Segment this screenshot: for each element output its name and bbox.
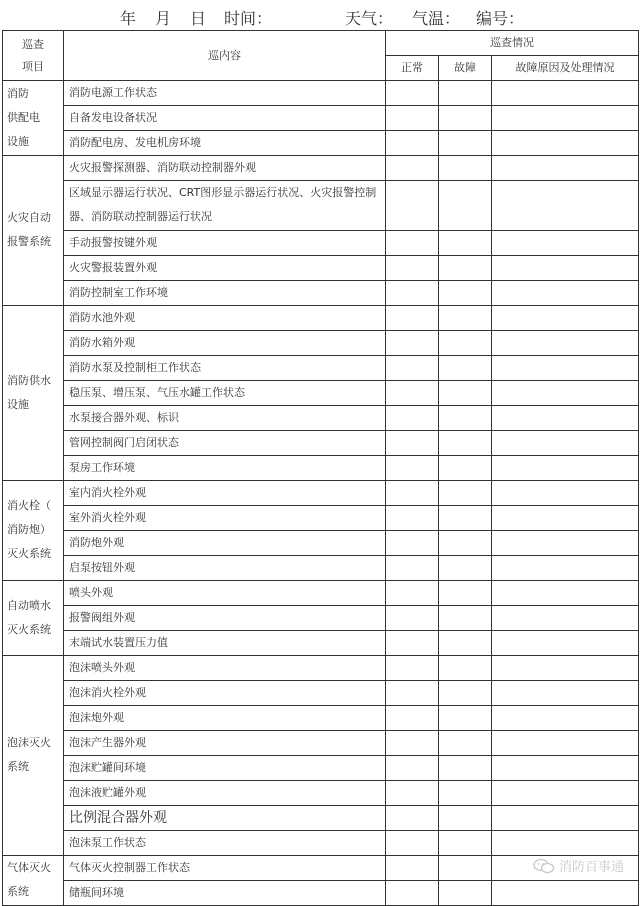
category-cell (3, 580, 64, 655)
cause-cell[interactable] (492, 805, 639, 830)
normal-cell[interactable] (386, 380, 439, 405)
table-row (3, 780, 639, 805)
normal-cell[interactable] (386, 230, 439, 255)
temperature-label: 气温： (412, 9, 461, 28)
normal-cell[interactable] (386, 705, 439, 730)
table-row (3, 605, 639, 630)
inspection-item: 手动报警按键外观 (64, 230, 386, 255)
fault-cell[interactable] (439, 181, 492, 231)
fault-cell[interactable] (439, 555, 492, 580)
inspection-item: 消防控制室工作环境 (64, 280, 386, 305)
weather-label: 天气： (345, 9, 394, 28)
table-row (3, 880, 639, 905)
cause-cell[interactable] (492, 181, 639, 231)
cause-cell[interactable] (492, 730, 639, 755)
table-row (3, 480, 639, 505)
fault-cell[interactable] (439, 380, 492, 405)
normal-cell[interactable] (386, 156, 439, 181)
table-row (3, 131, 639, 156)
inspection-item: 火灾警报装置外观 (64, 255, 386, 280)
category-label: 供配电 (7, 111, 40, 124)
category-label: 火灾自动 (7, 211, 51, 225)
inspection-item: 报警阀组外观 (64, 605, 386, 630)
wechat-icon (533, 858, 555, 874)
status-header: 巡查情况 (386, 31, 639, 56)
normal-cell[interactable] (386, 255, 439, 280)
normal-cell[interactable] (386, 330, 439, 355)
normal-cell[interactable] (386, 455, 439, 480)
inspection-item: 管网控制阀门启闭状态 (64, 430, 386, 455)
normal-cell[interactable] (386, 755, 439, 780)
cause-cell[interactable] (492, 355, 639, 380)
category-label: 消防 (7, 87, 29, 100)
cause-cell[interactable] (492, 880, 639, 905)
inspection-table (2, 30, 639, 906)
table-row (3, 530, 639, 555)
cause-cell[interactable] (492, 455, 639, 480)
cause-cell[interactable] (492, 755, 639, 780)
category-cell (3, 855, 64, 905)
inspection-item: 稳压泵、增压泵、气压水罐工作状态 (64, 380, 386, 405)
category-cell (3, 305, 64, 480)
cause-cell[interactable] (492, 655, 639, 680)
normal-cell[interactable] (386, 880, 439, 905)
table-row (3, 81, 639, 106)
cause-cell[interactable] (492, 605, 639, 630)
fault-cell[interactable] (439, 830, 492, 855)
normal-cell[interactable] (386, 655, 439, 680)
fault-cell[interactable] (439, 430, 492, 455)
inspection-item: 启泵按钮外观 (64, 555, 386, 580)
table-row (3, 330, 639, 355)
category-cell (3, 156, 64, 306)
table-row (3, 106, 639, 131)
cause-cell[interactable] (492, 580, 639, 605)
category-label: 系统 (7, 760, 29, 774)
category-label: 气体灭火 (7, 861, 51, 875)
month-label: 月 (155, 9, 172, 28)
normal-cell[interactable] (386, 355, 439, 380)
inspection-item: 消防炮外观 (64, 530, 386, 555)
table-row (3, 730, 639, 755)
time-label: 时间： (224, 9, 273, 28)
normal-cell[interactable] (386, 805, 439, 830)
inspection-item: 室内消火栓外观 (64, 480, 386, 505)
inspection-item: 消防电源工作状态 (64, 81, 386, 106)
cause-cell[interactable] (492, 830, 639, 855)
table-row (3, 630, 639, 655)
inspection-item: 消防水池外观 (64, 305, 386, 330)
table-row (3, 505, 639, 530)
form-header (0, 0, 640, 30)
category-label: 系统 (7, 885, 29, 899)
watermark (533, 856, 624, 875)
fault-cell[interactable] (439, 880, 492, 905)
inspection-item: 消防水箱外观 (64, 330, 386, 355)
table-row (3, 305, 639, 330)
category-cell (3, 655, 64, 855)
category-label: 灭火系统 (7, 622, 51, 636)
fault-cell[interactable] (439, 330, 492, 355)
year-label: 年 (120, 9, 137, 28)
inspection-item: 火灾报警探测器、消防联动控制器外观 (64, 156, 386, 181)
fault-cell[interactable] (439, 106, 492, 131)
inspection-item: 泡沫贮罐间环境 (64, 755, 386, 780)
normal-cell[interactable] (386, 555, 439, 580)
cause-cell[interactable] (492, 156, 639, 181)
normal-cell[interactable] (386, 680, 439, 705)
table-row (3, 230, 639, 255)
normal-cell[interactable] (386, 131, 439, 156)
normal-cell[interactable] (386, 280, 439, 305)
normal-cell[interactable] (386, 830, 439, 855)
category-cell (3, 480, 64, 580)
inspection-item: 消防配电房、发电机房环境 (64, 131, 386, 156)
fault-header: 故障 (439, 56, 492, 81)
inspection-item: 消防水泵及控制柜工作状态 (64, 355, 386, 380)
category-label: 设施 (7, 397, 29, 411)
inspection-item: 自备发电设备状况 (64, 106, 386, 131)
table-row (3, 405, 639, 430)
cause-cell[interactable] (492, 480, 639, 505)
fault-cell[interactable] (439, 480, 492, 505)
fault-cell[interactable] (439, 255, 492, 280)
cause-cell[interactable] (492, 280, 639, 305)
cause-cell[interactable] (492, 131, 639, 156)
fault-cell[interactable] (439, 855, 492, 880)
normal-cell[interactable] (386, 780, 439, 805)
cause-header: 故障原因及处理情况 (492, 56, 639, 81)
fault-cell[interactable] (439, 280, 492, 305)
category-label: 消防供水 (7, 373, 51, 387)
fault-cell[interactable] (439, 305, 492, 330)
watermark-text: 消防百事通 (558, 860, 624, 875)
cause-cell[interactable] (492, 705, 639, 730)
fault-cell[interactable] (439, 131, 492, 156)
inspection-item: 泵房工作环境 (64, 455, 386, 480)
normal-cell[interactable] (386, 630, 439, 655)
table-row (3, 380, 639, 405)
day-label: 日 (190, 9, 207, 28)
table-row (3, 555, 639, 580)
cause-cell[interactable] (492, 680, 639, 705)
inspection-item: 比例混合器外观 (64, 805, 386, 830)
fault-cell[interactable] (439, 355, 492, 380)
inspection-item: 储瓶间环境 (64, 880, 386, 905)
normal-cell[interactable] (386, 81, 439, 106)
table-row (3, 355, 639, 380)
cause-cell[interactable] (492, 230, 639, 255)
table-row (3, 655, 639, 680)
inspection-item: 泡沫泵工作状态 (64, 830, 386, 855)
normal-cell[interactable] (386, 480, 439, 505)
cause-cell[interactable] (492, 255, 639, 280)
inspection-item: 区域显示器运行状况、CRT图形显示器运行状况、火灾报警控制器、消防联动控制器运行状况 (64, 181, 386, 231)
cause-cell[interactable] (492, 780, 639, 805)
inspection-item: 气体灭火控制器工作状态 (64, 855, 386, 880)
table-row (3, 705, 639, 730)
fault-cell[interactable] (439, 505, 492, 530)
table-row (3, 805, 639, 830)
inspection-item: 泡沫炮外观 (64, 705, 386, 730)
inspection-item: 泡沫产生器外观 (64, 730, 386, 755)
normal-cell[interactable] (386, 855, 439, 880)
fault-cell[interactable] (439, 605, 492, 630)
inspection-item: 泡沫喷头外观 (64, 655, 386, 680)
fault-cell[interactable] (439, 680, 492, 705)
inspection-item: 喷头外观 (64, 580, 386, 605)
normal-cell[interactable] (386, 181, 439, 231)
fault-cell[interactable] (439, 81, 492, 106)
inspection-item: 末端试水装置压力值 (64, 630, 386, 655)
category-label: 消防炮） (7, 523, 51, 537)
cause-cell[interactable] (492, 505, 639, 530)
table-row (3, 830, 639, 855)
table-row (3, 580, 639, 605)
cause-cell[interactable] (492, 430, 639, 455)
category-label: 消火栓（ (7, 499, 51, 513)
cause-cell[interactable] (492, 630, 639, 655)
cause-cell[interactable] (492, 330, 639, 355)
cause-cell[interactable] (492, 530, 639, 555)
cause-cell[interactable] (492, 380, 639, 405)
number-label: 编号： (476, 9, 525, 28)
table-row (3, 181, 639, 231)
table-row (3, 755, 639, 780)
fault-cell[interactable] (439, 730, 492, 755)
cause-cell[interactable] (492, 106, 639, 131)
normal-cell[interactable] (386, 580, 439, 605)
cause-cell[interactable] (492, 555, 639, 580)
table-row (3, 430, 639, 455)
normal-cell[interactable] (386, 305, 439, 330)
table-row (3, 156, 639, 181)
fault-cell[interactable] (439, 455, 492, 480)
category-label: 自动喷水 (7, 598, 51, 612)
fault-cell[interactable] (439, 705, 492, 730)
inspection-item: 室外消火栓外观 (64, 505, 386, 530)
inspection-item: 泡沫消火栓外观 (64, 680, 386, 705)
item-header: 巡查 项目 (3, 31, 64, 81)
fault-cell[interactable] (439, 755, 492, 780)
cause-cell[interactable] (492, 305, 639, 330)
table-row (3, 680, 639, 705)
fault-cell[interactable] (439, 405, 492, 430)
category-label: 泡沫灭火 (7, 736, 51, 750)
fault-cell[interactable] (439, 655, 492, 680)
category-cell (3, 81, 64, 156)
fault-cell[interactable] (439, 805, 492, 830)
table-row (3, 280, 639, 305)
normal-cell[interactable] (386, 505, 439, 530)
normal-cell[interactable] (386, 430, 439, 455)
fault-cell[interactable] (439, 580, 492, 605)
inspection-item: 泡沫液贮罐外观 (64, 780, 386, 805)
category-label: 报警系统 (7, 235, 51, 249)
content-header: 巡内容 (64, 31, 386, 81)
category-label: 灭火系统 (7, 547, 51, 561)
fault-cell[interactable] (439, 530, 492, 555)
fault-cell[interactable] (439, 230, 492, 255)
normal-cell[interactable] (386, 605, 439, 630)
normal-cell[interactable] (386, 730, 439, 755)
fault-cell[interactable] (439, 156, 492, 181)
cause-cell[interactable] (492, 81, 639, 106)
category-label: 设施 (7, 135, 29, 148)
fault-cell[interactable] (439, 780, 492, 805)
inspection-item: 水泵接合器外观、标识 (64, 405, 386, 430)
fault-cell[interactable] (439, 630, 492, 655)
normal-cell[interactable] (386, 106, 439, 131)
table-row (3, 255, 639, 280)
table-row (3, 455, 639, 480)
normal-cell[interactable] (386, 530, 439, 555)
normal-cell[interactable] (386, 405, 439, 430)
cause-cell[interactable] (492, 405, 639, 430)
normal-header: 正常 (386, 56, 439, 81)
